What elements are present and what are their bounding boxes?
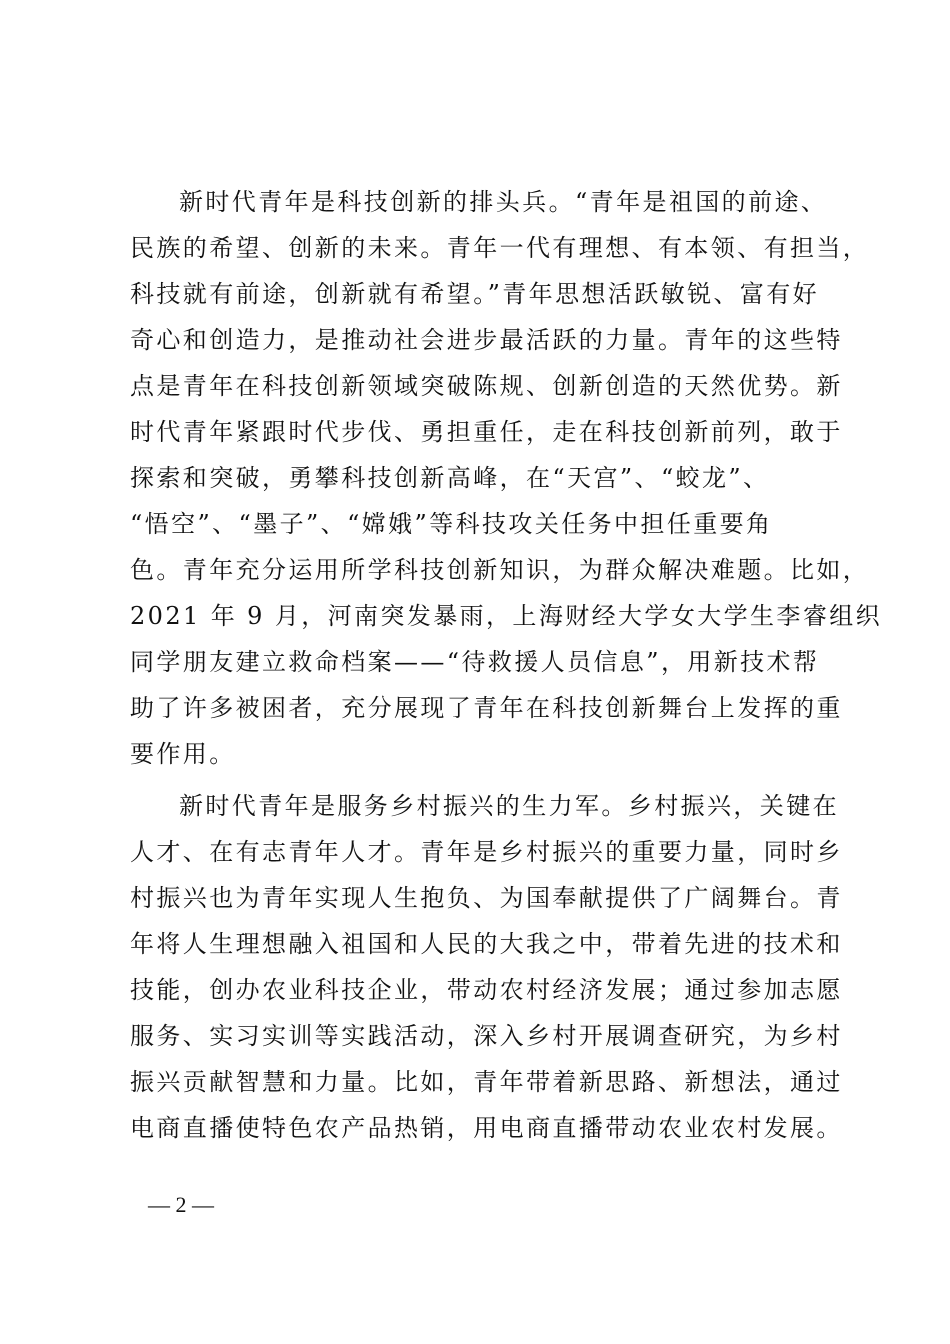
- text-line: “悟空”、“墨子”、“嫦娥”等科技攻关任务中担任重要角: [130, 510, 773, 538]
- text-line: 探索和突破，勇攀科技创新高峰，在“天宫”、“蛟龙”、: [130, 464, 770, 492]
- body-text: [130, 179, 883, 1151]
- text-line: 奇心和创造力，是推动社会进步最活跃的力量。青年的这些特: [130, 326, 843, 354]
- text-line: 科技就有前途，创新就有希望。”青年思想活跃敏锐、富有好: [130, 280, 820, 308]
- text-line: 助了许多被困者，充分展现了青年在科技创新舞台上发挥的重: [130, 694, 843, 722]
- text-line: 要作用。: [130, 740, 236, 768]
- text-line: 人才、在有志青年人才。青年是乡村振兴的重要力量，同时乡: [130, 838, 843, 866]
- text-line: 村振兴也为青年实现人生抱负、为国奉献提供了广阔舞台。青: [130, 884, 843, 912]
- paragraph-rural-revitalization: [130, 783, 843, 1151]
- text-line: 2021 年 9 月，河南突发暴雨，上海财经大学女大学生李睿组织: [130, 602, 883, 630]
- text-line: 电商直播使特色农产品热销，用电商直播带动农业农村发展。: [130, 1114, 843, 1142]
- text-line: 技能，创办农业科技企业，带动农村经济发展；通过参加志愿: [130, 976, 843, 1004]
- text-line: 时代青年紧跟时代步伐、勇担重任，走在科技创新前列，敢于: [130, 418, 843, 446]
- page-number: — 2 —: [148, 1192, 214, 1217]
- text-line: 点是青年在科技创新领域突破陈规、创新创造的天然优势。新: [130, 372, 843, 400]
- text-line: 新时代青年是科技创新的排头兵。“青年是祖国的前途、: [179, 188, 828, 216]
- text-line: 服务、实习实训等实践活动，深入乡村开展调查研究，为乡村: [130, 1022, 843, 1050]
- text-line: 色。青年充分运用所学科技创新知识，为群众解决难题。比如，: [130, 556, 870, 584]
- text-line: 同学朋友建立救命档案——“待救援人员信息”，用新技术帮: [130, 648, 820, 676]
- text-line: 民族的希望、创新的未来。青年一代有理想、有本领、有担当，: [130, 234, 870, 262]
- text-line: 振兴贡献智慧和力量。比如，青年带着新思路、新想法，通过: [130, 1068, 843, 1096]
- text-line: 年将人生理想融入祖国和人民的大我之中，带着先进的技术和: [130, 930, 843, 958]
- text-line: 新时代青年是服务乡村振兴的生力军。乡村振兴，关键在: [179, 792, 839, 820]
- paragraph-tech-innovation: [130, 179, 883, 777]
